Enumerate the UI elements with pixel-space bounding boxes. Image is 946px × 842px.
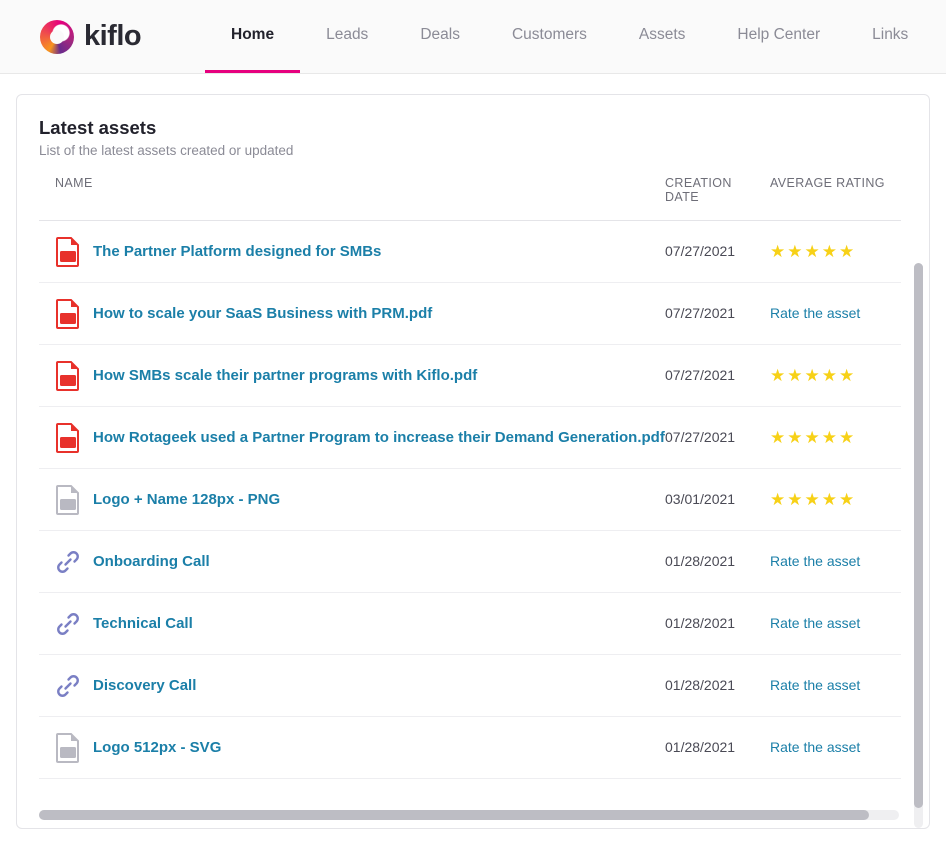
cell-creation-date [665, 717, 770, 779]
star-icon: ★ [839, 242, 855, 261]
star-icon: ★ [839, 366, 855, 385]
kiflo-logo-icon [40, 20, 74, 54]
brand-logo[interactable] [40, 0, 185, 73]
rate-the-asset-link[interactable]: Rate the asset [770, 676, 861, 693]
star-icon: ★ [770, 366, 786, 385]
asset-name-link[interactable]: Discovery Call [93, 677, 197, 694]
cell-name [39, 221, 665, 283]
star-icon: ★ [821, 242, 837, 261]
nav-item-label: Links [872, 26, 909, 43]
assets-table-body [39, 221, 901, 779]
cell-average-rating [770, 717, 901, 779]
cell-creation-date [665, 283, 770, 345]
star-icon: ★ [787, 366, 803, 385]
link-icon [55, 547, 81, 577]
creation-date-value: 01/28/2021 [665, 738, 736, 755]
nav-item-label: Leads [326, 26, 369, 43]
star-icon: ★ [839, 490, 855, 509]
nav-item-label: Assets [638, 26, 686, 43]
nav-item-label: Home [231, 26, 275, 43]
cell-name [39, 531, 665, 593]
nav-item-label: Help Center [737, 26, 821, 43]
asset-name-link[interactable]: How Rotageek used a Partner Program to increase their Demand Generation.pdf [93, 429, 665, 446]
cell-creation-date [665, 469, 770, 531]
link-icon [55, 671, 81, 701]
nav-item-customers[interactable] [486, 0, 613, 73]
nav-item-label: Deals [420, 26, 460, 43]
star-icon: ★ [787, 242, 803, 261]
cell-name [39, 717, 665, 779]
brand-name: kiflo [84, 20, 142, 52]
table-row[interactable] [39, 221, 901, 283]
horizontal-scrollbar[interactable] [39, 810, 899, 820]
column-header-name[interactable]: NAME [55, 176, 93, 190]
horizontal-scrollbar-thumb[interactable] [39, 810, 869, 820]
cell-average-rating [770, 407, 901, 469]
creation-date-value: 07/27/2021 [665, 304, 736, 321]
table-row[interactable] [39, 283, 901, 345]
cell-average-rating [770, 283, 901, 345]
creation-date-value: 01/28/2021 [665, 676, 736, 693]
assets-table-scroll-area[interactable] [39, 176, 907, 796]
creation-date-value: 07/27/2021 [665, 242, 736, 259]
link-icon [55, 609, 81, 639]
latest-assets-card [16, 94, 930, 829]
star-icon: ★ [804, 242, 820, 261]
table-row[interactable] [39, 717, 901, 779]
cell-name [39, 593, 665, 655]
rate-the-asset-link[interactable]: Rate the asset [770, 552, 861, 569]
table-row[interactable] [39, 407, 901, 469]
assets-table [39, 176, 901, 779]
assets-table-head [39, 176, 901, 221]
asset-name-link[interactable]: The Partner Platform designed for SMBs [93, 243, 382, 260]
star-icon: ★ [787, 428, 803, 447]
star-icon: ★ [804, 366, 820, 385]
table-header-row [39, 176, 901, 221]
rating-stars[interactable] [770, 367, 901, 384]
creation-date-value: 01/28/2021 [665, 552, 736, 569]
image-file-icon [55, 485, 81, 515]
nav-item-label: Customers [511, 26, 587, 43]
creation-date-value: 07/27/2021 [665, 428, 736, 445]
page-title: Latest assets [39, 117, 157, 138]
nav-item-home[interactable] [205, 0, 300, 73]
creation-date-value: 03/01/2021 [665, 490, 736, 507]
cell-name [39, 283, 665, 345]
pdf-file-icon [55, 423, 81, 453]
star-icon: ★ [821, 366, 837, 385]
cell-average-rating [770, 221, 901, 283]
pdf-file-icon [55, 361, 81, 391]
cell-creation-date [665, 593, 770, 655]
cell-creation-date [665, 531, 770, 593]
rate-the-asset-link[interactable]: Rate the asset [770, 738, 861, 755]
cell-name [39, 407, 665, 469]
star-icon: ★ [770, 490, 786, 509]
star-icon: ★ [804, 490, 820, 509]
vertical-scrollbar[interactable] [914, 263, 923, 828]
vertical-scrollbar-thumb[interactable] [914, 263, 923, 808]
cell-name [39, 655, 665, 717]
rating-stars[interactable] [770, 243, 901, 260]
cell-average-rating [770, 593, 901, 655]
cell-average-rating [770, 345, 901, 407]
cell-creation-date [665, 407, 770, 469]
rate-the-asset-link[interactable]: Rate the asset [770, 614, 861, 631]
top-navigation-bar [0, 0, 946, 74]
star-icon: ★ [770, 428, 786, 447]
cell-name [39, 469, 665, 531]
star-icon: ★ [770, 242, 786, 261]
asset-name-link[interactable]: Logo 512px - SVG [93, 739, 222, 756]
asset-name-link[interactable]: Technical Call [93, 615, 193, 632]
nav-item-leads[interactable] [300, 0, 394, 73]
star-icon: ★ [821, 428, 837, 447]
asset-name-link[interactable]: Logo + Name 128px - PNG [93, 491, 281, 508]
column-header-creation-date[interactable] [665, 176, 770, 221]
column-header-average-rating[interactable]: AVERAGE RATING [770, 176, 885, 190]
nav-item-deals[interactable] [394, 0, 486, 73]
cell-name [39, 345, 665, 407]
page-body [0, 74, 946, 842]
star-icon: ★ [804, 428, 820, 447]
asset-name-link[interactable]: How to scale your SaaS Business with PRM.pdf [93, 305, 433, 322]
page-subtitle: List of the latest assets created or updated [39, 143, 294, 158]
cell-creation-date [665, 221, 770, 283]
cell-creation-date [665, 655, 770, 717]
nav-item-assets[interactable] [613, 0, 712, 73]
pdf-file-icon [55, 299, 81, 329]
table-row[interactable] [39, 593, 901, 655]
nav-item-help-center[interactable] [711, 0, 846, 73]
star-icon: ★ [839, 428, 855, 447]
table-row[interactable] [39, 469, 901, 531]
rating-stars[interactable] [770, 491, 901, 508]
cell-average-rating [770, 531, 901, 593]
rating-stars[interactable] [770, 429, 901, 446]
cell-creation-date [665, 345, 770, 407]
star-icon: ★ [787, 490, 803, 509]
table-row[interactable] [39, 655, 901, 717]
asset-name-link[interactable]: How SMBs scale their partner programs with Kiflo.pdf [93, 367, 478, 384]
cell-average-rating [770, 469, 901, 531]
column-header-creation-date-line1: CREATION [665, 176, 732, 190]
creation-date-value: 01/28/2021 [665, 614, 736, 631]
asset-name-link[interactable]: Onboarding Call [93, 553, 210, 570]
nav-item-links[interactable] [846, 0, 934, 73]
table-row[interactable] [39, 531, 901, 593]
main-nav [205, 0, 934, 73]
cell-average-rating [770, 655, 901, 717]
pdf-file-icon [55, 237, 81, 267]
image-file-icon [55, 733, 81, 763]
star-icon: ★ [821, 490, 837, 509]
rate-the-asset-link[interactable]: Rate the asset [770, 304, 861, 321]
creation-date-value: 07/27/2021 [665, 366, 736, 383]
table-row[interactable] [39, 345, 901, 407]
column-header-creation-date-line2: DATE [665, 190, 700, 204]
